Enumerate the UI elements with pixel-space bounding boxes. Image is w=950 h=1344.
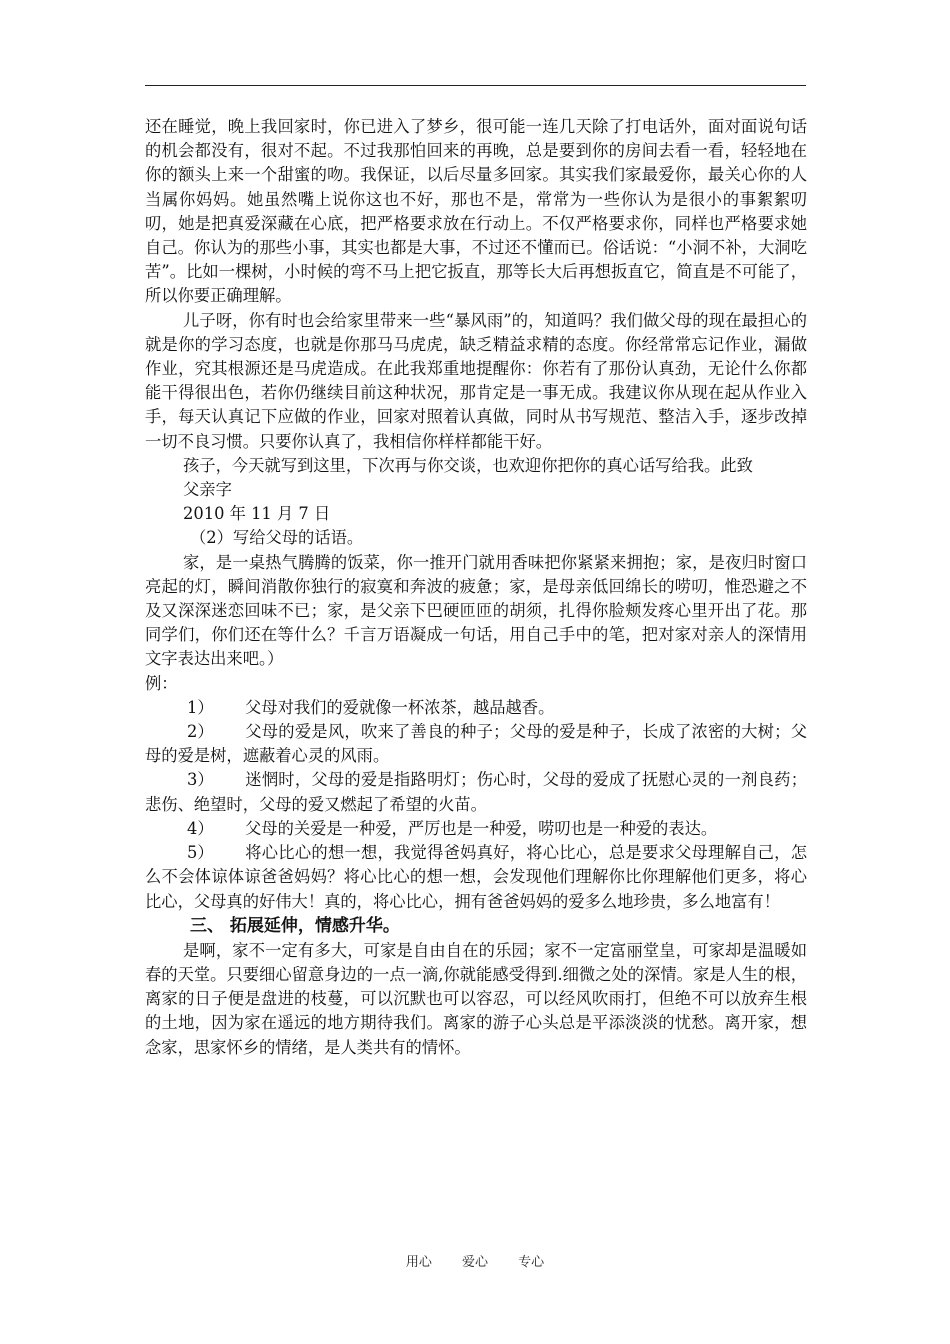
example-text: 迷惘时，父母的爱是指路明灯；伤心时，父母的爱成了抚慰心灵的一剂良药；悲伤、绝望时，父母的爱又燃起了希望的火苗。 (145, 770, 807, 814)
example-item (145, 768, 807, 816)
example-number: 3） (187, 770, 214, 790)
paragraph-letter-closing: 孩子，今天就写到这里，下次再与你交谈，也欢迎你把你的真心话写给我。此致 (183, 455, 753, 475)
example-number: 5） (187, 843, 214, 863)
letter-signature: 父亲字 (183, 480, 232, 500)
page-footer (0, 1251, 950, 1270)
header-rule (145, 85, 806, 86)
example-text: 父母对我们的爱就像一杯浓茶，越品越香。 (245, 697, 555, 717)
letter-date: 2010 年 11 月 7 日 (183, 504, 331, 524)
paragraph-home: 家，是一桌热气腾腾的饭菜，你一推开门就用香味把你紧紧来拥抱；家，是夜归时窗口亮起的灯，瞬间消散你独行的寂寞和奔波的疲惫；家，是母亲低回绵长的唠叨，惟恐避之不及又深深迷恋回味不已；家，是父亲下巴硬匝匝的胡须，扎得你脸颊发疼心里开出了花。那同学们，你们还在等什么？千言万语凝成一句话，用自己手中的笔，把对家对亲人的深情用文字表达出来吧。） (145, 552, 807, 669)
example-text: 父母的关爱是一种爱，严厉也是一种爱，唠叨也是一种爱的表达。 (245, 818, 718, 838)
example-number: 1） (187, 697, 214, 717)
footer-word: 爱心 (461, 1255, 488, 1270)
example-number: 2） (187, 722, 214, 742)
footer-word: 用心 (405, 1255, 432, 1270)
document-body (145, 115, 807, 1060)
footer-word: 专心 (518, 1255, 545, 1270)
section-heading-extension: 三、 拓展延伸，情感升华。 (190, 915, 400, 936)
example-text: 将心比心的想一想，我觉得爸妈真好，将心比心，总是要求父母理解自己，怎么不会体谅体谅爸爸妈妈？将心比心的想一想，会发现他们理解你比你理解他们更多，将心比心，父母真的好伟大！真的，将心比心，拥有爸爸妈妈的爱多么地珍贵，多么地富有！ (145, 843, 807, 911)
example-label: 例： (145, 673, 178, 693)
paragraph-section-3: 是啊，家不一定有多大，可家是自由自在的乐园；家不一定富丽堂皇，可家却是温暖如春的天堂。只要细心留意身边的一点一滴,你就能感受得到.细微之处的深情。家是人生的根，离家的日子便是盘进的枝蔓，可以沉默也可以容忍，可以经风吹雨打，但绝不可以放弃生根的土地，因为家在遥远的地方期待我们。离家的游子心头总是平添淡淡的忧愁。离开家，想念家，思家怀乡的情绪，是人类共有的情怀。 (145, 940, 807, 1057)
paragraph-letter-2: 儿子呀，你有时也会给家里带来一些“暴风雨”的，知道吗？我们做父母的现在最担心的就是你的学习态度，也就是你那马马虎虎，缺乏精益求精的态度。你经常常忘记作业，漏做作业，究其根源还是马虎造成。在此我郑重地提醒你：你若有了那份认真劲，无论什么你都能干得很出色，若你仍继续目前这种状况，那肯定是一事无成。我建议你从现在起从作业入手，每天认真记下应做的作业，回家对照着认真做，同时从书写规范、整洁入手，逐步改掉一切不良习惯。只要你认真了，我相信你样样都能干好。 (145, 310, 807, 451)
example-item (145, 841, 807, 914)
example-item (145, 817, 807, 841)
example-item (145, 696, 807, 720)
subheading-words-to-parents: （2）写给父母的话语。 (190, 528, 364, 548)
paragraph-letter-1: 还在睡觉，晚上我回家时，你已进入了梦乡，很可能一连几天除了打电话外，面对面说句话的机会都没有，很对不起。不过我那怕回来的再晚，总是要到你的房间去看一看，轻轻地在你的额头上来一个甜蜜的吻。我保证，以后尽量多回家。其实我们家最爱你，最关心你的人当属你妈妈。她虽然嘴上说你这也不好，那也不是，常常为一些你认为是很小的事絮絮叨叨，她是把真爱深藏在心底，把严格要求放在行动上。不仅严格要求你，同样也严格要求她自己。你认为的那些小事，其实也都是大事，不过还不懂而已。俗话说：“小洞不补，大洞吃苦”。比如一棵树，小时候的弯不马上把它扳直，那等长大后再想扳直它，简直是不可能了，所以你要正确理解。 (145, 117, 807, 306)
example-number: 4） (187, 818, 214, 838)
example-item (145, 720, 807, 768)
example-text: 父母的爱是风，吹来了善良的种子；父母的爱是种子，长成了浓密的大树；父母的爱是树，遮蔽着心灵的风雨。 (145, 722, 807, 766)
